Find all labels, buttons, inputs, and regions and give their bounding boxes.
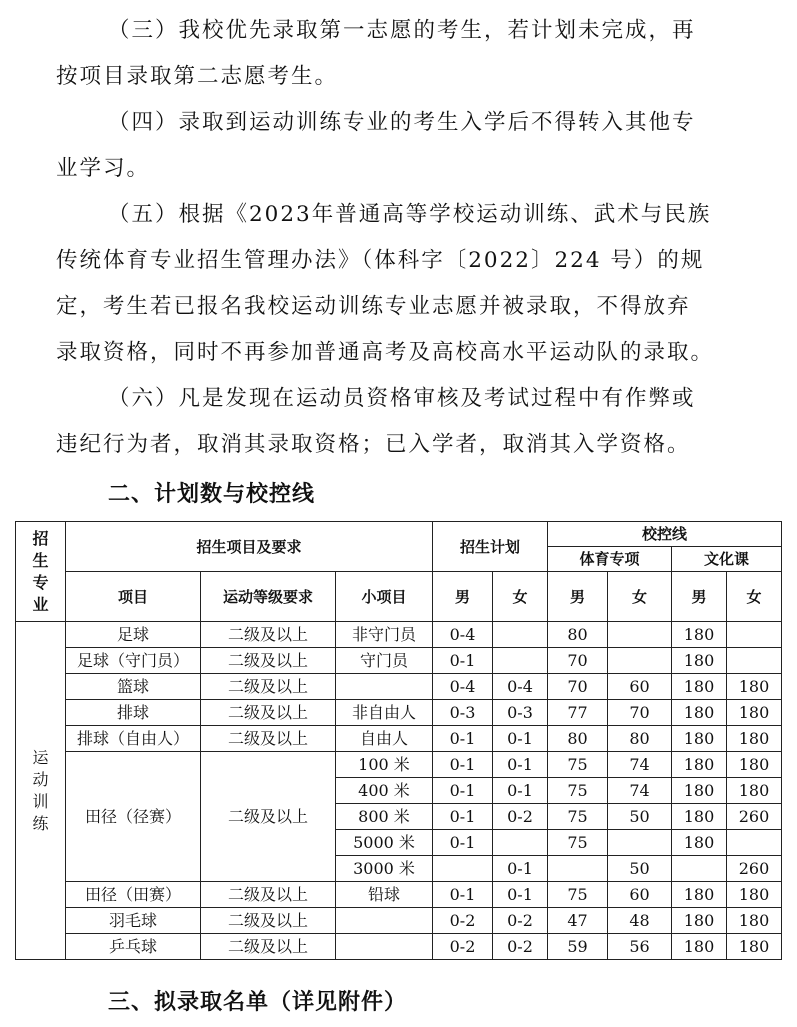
header-culture: 文化课: [672, 547, 782, 572]
table-cell-sub: [336, 674, 433, 700]
table-cell-sf: 56: [608, 934, 672, 960]
header-sub: 小项目: [336, 572, 433, 622]
table-cell-sub: [336, 934, 433, 960]
table-cell-item: 排球: [66, 700, 201, 726]
table-cell-cf: 180: [727, 726, 782, 752]
table-cell-pf: 0-2: [493, 804, 548, 830]
table-row: [16, 700, 782, 726]
table-cell-sf: 50: [608, 856, 672, 882]
paragraph-line: 业学习。: [56, 156, 151, 181]
table-cell-item: 篮球: [66, 674, 201, 700]
table-cell-cf: 180: [727, 778, 782, 804]
table-cell-level: 二级及以上: [201, 726, 336, 752]
table-cell-pm: 0-3: [433, 700, 493, 726]
table-cell-sf: 80: [608, 726, 672, 752]
table-cell-sub: [336, 908, 433, 934]
table-cell-sm: 75: [548, 752, 608, 778]
paragraph-line: （六）凡是发现在运动员资格审核及考试过程中有作弊或: [108, 386, 696, 411]
table-cell-level: 二级及以上: [201, 908, 336, 934]
table-cell-level: 二级及以上: [201, 934, 336, 960]
table-row: [16, 648, 782, 674]
table-cell-cm: 180: [672, 648, 727, 674]
table-cell-cm: 180: [672, 804, 727, 830]
table-cell-cf: 180: [727, 934, 782, 960]
table-cell-sub: 400 米: [336, 778, 433, 804]
table-cell-cm: 180: [672, 752, 727, 778]
table-cell-sm: 59: [548, 934, 608, 960]
table-cell-sub: 5000 米: [336, 830, 433, 856]
header-sport-female: 女: [608, 572, 672, 622]
table-cell-sm: 80: [548, 726, 608, 752]
major-cell: [16, 622, 66, 960]
table-cell-pf: 0-1: [493, 778, 548, 804]
table-cell-sm: [548, 856, 608, 882]
table-cell-pm: 0-1: [433, 778, 493, 804]
major-label: 运动训练: [32, 747, 49, 833]
table-cell-sf: 48: [608, 908, 672, 934]
table-cell-pf: [493, 648, 548, 674]
paragraph-line: 违纪行为者，取消其录取资格；已入学者，取消其入学资格。: [56, 432, 691, 457]
table-cell-pf: 0-2: [493, 908, 548, 934]
table-cell-cm: 180: [672, 908, 727, 934]
table-cell-item: 足球: [66, 622, 201, 648]
paragraph-line: 传统体育专业招生管理办法》（体科字〔2022〕224 号）的规: [56, 248, 705, 273]
table-row: [16, 726, 782, 752]
table-cell-pm: 0-4: [433, 622, 493, 648]
table-cell-cf: 260: [727, 804, 782, 830]
section-heading-plan: 二、计划数与校控线: [108, 482, 316, 507]
header-items: 招生项目及要求: [66, 522, 433, 572]
table-cell-cm: 180: [672, 882, 727, 908]
table-cell-cm: 180: [672, 830, 727, 856]
header-sport-male: 男: [548, 572, 608, 622]
table-cell-cm: 180: [672, 622, 727, 648]
table-cell-item: 足球（守门员）: [66, 648, 201, 674]
table-cell-level: 二级及以上: [201, 622, 336, 648]
table-cell-pm: 0-1: [433, 752, 493, 778]
header-level: 运动等级要求: [201, 572, 336, 622]
table-cell-item: 田径（田赛）: [66, 882, 201, 908]
table-cell-level: 二级及以上: [201, 752, 336, 882]
table-cell-sub: 铅球: [336, 882, 433, 908]
header-plan-female: 女: [493, 572, 548, 622]
table-cell-sf: 74: [608, 778, 672, 804]
table-cell-level: 二级及以上: [201, 674, 336, 700]
table-cell-cm: 180: [672, 934, 727, 960]
table-cell-cf: 180: [727, 882, 782, 908]
paragraph-line: （四）录取到运动训练专业的考生入学后不得转入其他专: [108, 110, 696, 135]
header-control-line: 校控线: [548, 522, 782, 547]
enrollment-plan-table: [15, 521, 782, 960]
table-cell-pm: [433, 856, 493, 882]
table-cell-level: 二级及以上: [201, 700, 336, 726]
table-cell-pf: 0-2: [493, 934, 548, 960]
table-cell-sm: 70: [548, 674, 608, 700]
table-cell-cf: 180: [727, 908, 782, 934]
table-cell-sf: 50: [608, 804, 672, 830]
table-cell-sf: [608, 830, 672, 856]
table-cell-sub: 守门员: [336, 648, 433, 674]
table-cell-sub: 非守门员: [336, 622, 433, 648]
table-cell-cf: 180: [727, 752, 782, 778]
table-cell-sf: 60: [608, 882, 672, 908]
header-plan: 招生计划: [433, 522, 548, 572]
table-cell-item: 田径（径赛）: [66, 752, 201, 882]
table-cell-pf: 0-1: [493, 726, 548, 752]
table-row: [16, 908, 782, 934]
table-cell-pf: 0-1: [493, 752, 548, 778]
table-cell-pm: 0-2: [433, 908, 493, 934]
table-cell-cf: 180: [727, 700, 782, 726]
paragraph-line: （五）根据《2023年普通高等学校运动训练、武术与民族: [108, 202, 712, 227]
header-culture-female: 女: [727, 572, 782, 622]
table-cell-sub: 自由人: [336, 726, 433, 752]
header-culture-male: 男: [672, 572, 727, 622]
table-cell-item: 排球（自由人）: [66, 726, 201, 752]
table-cell-cm: [672, 856, 727, 882]
table-cell-sm: 75: [548, 778, 608, 804]
table-cell-pm: 0-1: [433, 830, 493, 856]
paragraph-line: 定，考生若已报名我校运动训练专业志愿并被录取，不得放弃: [56, 294, 691, 319]
table-cell-cf: [727, 622, 782, 648]
table-row: [16, 752, 782, 778]
table-cell-sm: 70: [548, 648, 608, 674]
section-heading-admission-list: 三、拟录取名单（详见附件）: [108, 990, 408, 1015]
table-cell-sf: 74: [608, 752, 672, 778]
paragraph-line: （三）我校优先录取第一志愿的考生，若计划未完成，再: [108, 18, 696, 43]
table-cell-pf: [493, 622, 548, 648]
table-cell-pm: 0-4: [433, 674, 493, 700]
table-cell-cm: 180: [672, 778, 727, 804]
header-plan-male: 男: [433, 572, 493, 622]
table-row: [16, 882, 782, 908]
table-cell-sub: 非自由人: [336, 700, 433, 726]
table-cell-sf: 70: [608, 700, 672, 726]
table-cell-sf: 60: [608, 674, 672, 700]
table-row: [16, 622, 782, 648]
table-cell-sm: 77: [548, 700, 608, 726]
table-cell-pm: 0-1: [433, 882, 493, 908]
table-cell-pf: 0-4: [493, 674, 548, 700]
table-cell-pm: 0-2: [433, 934, 493, 960]
table-cell-level: 二级及以上: [201, 882, 336, 908]
paragraph-line: 按项目录取第二志愿考生。: [56, 64, 339, 89]
table-cell-sf: [608, 648, 672, 674]
table-row: [16, 674, 782, 700]
table-cell-cf: 180: [727, 674, 782, 700]
table-cell-cm: 180: [672, 674, 727, 700]
table-cell-pf: [493, 830, 548, 856]
table-cell-level: 二级及以上: [201, 648, 336, 674]
table-cell-sf: [608, 622, 672, 648]
table-cell-sm: 80: [548, 622, 608, 648]
table-cell-cf: [727, 830, 782, 856]
table-cell-sm: 75: [548, 804, 608, 830]
table-cell-sub: 3000 米: [336, 856, 433, 882]
table-cell-pf: 0-1: [493, 882, 548, 908]
header-major: 招生专业: [16, 522, 66, 622]
table-cell-pm: 0-1: [433, 726, 493, 752]
table-cell-sm: 75: [548, 830, 608, 856]
table-cell-pm: 0-1: [433, 648, 493, 674]
table-cell-sm: 75: [548, 882, 608, 908]
table-cell-pf: 0-1: [493, 856, 548, 882]
table-cell-sub: 100 米: [336, 752, 433, 778]
table-cell-sm: 47: [548, 908, 608, 934]
table-cell-cm: 180: [672, 726, 727, 752]
header-sport: 体育专项: [548, 547, 672, 572]
paragraph-line: 录取资格，同时不再参加普通高考及高校高水平运动队的录取。: [56, 340, 715, 365]
table-cell-pf: 0-3: [493, 700, 548, 726]
table-row: [16, 934, 782, 960]
table-cell-sub: 800 米: [336, 804, 433, 830]
table-cell-cf: 260: [727, 856, 782, 882]
table-cell-cf: [727, 648, 782, 674]
table-cell-pm: 0-1: [433, 804, 493, 830]
table-cell-item: 乒乓球: [66, 934, 201, 960]
table-cell-item: 羽毛球: [66, 908, 201, 934]
table-cell-cm: 180: [672, 700, 727, 726]
header-item: 项目: [66, 572, 201, 622]
